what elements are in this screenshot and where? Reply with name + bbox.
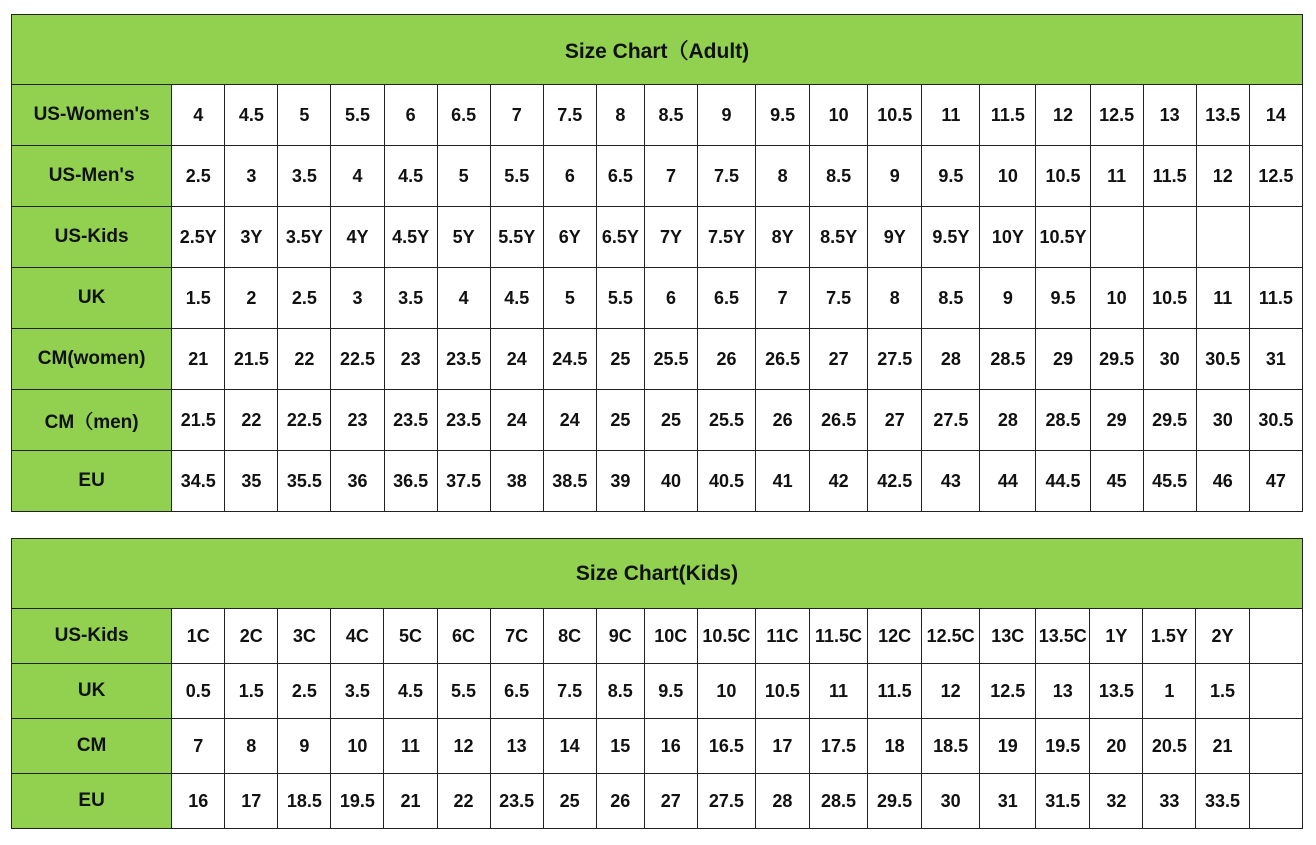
adult-size-cell: 7 [644, 146, 697, 207]
kids-size-cell: 6.5 [490, 664, 543, 719]
adult-size-cell: 23.5 [437, 390, 490, 451]
kids-size-cell: 17.5 [809, 719, 867, 774]
adult-size-cell: 23 [331, 390, 384, 451]
adult-size-cell: 22.5 [278, 390, 331, 451]
kids-size-cell: 17 [225, 774, 278, 829]
adult-size-cell: 12.5 [1090, 85, 1143, 146]
kids-size-cell: 16 [644, 719, 697, 774]
adult-row [12, 146, 1303, 207]
adult-size-cell: 6.5 [698, 268, 756, 329]
adult-size-cell: 26.5 [810, 390, 868, 451]
adult-row-label: CM（men) [12, 390, 172, 451]
adult-size-cell: 22.5 [331, 329, 384, 390]
kids-row [12, 719, 1303, 774]
kids-size-cell: 28.5 [809, 774, 867, 829]
kids-size-cell: 1Y [1090, 609, 1143, 664]
kids-row-label: US-Kids [12, 609, 172, 664]
kids-row-label: CM [12, 719, 172, 774]
adult-size-cell: 11 [1090, 146, 1143, 207]
adult-size-cell: 6 [644, 268, 697, 329]
adult-size-cell: 22 [278, 329, 331, 390]
adult-size-cell: 7.5 [698, 146, 756, 207]
adult-size-cell: 24 [543, 390, 596, 451]
kids-size-cell: 27 [644, 774, 697, 829]
kids-row [12, 609, 1303, 664]
kids-size-cell: 12.5 [980, 664, 1036, 719]
adult-size-cell: 7Y [644, 207, 697, 268]
adult-size-cell: 21.5 [225, 329, 278, 390]
kids-size-cell: 0.5 [172, 664, 225, 719]
adult-size-cell: 8.5 [810, 146, 868, 207]
adult-size-cell: 3Y [225, 207, 278, 268]
adult-size-cell: 3 [225, 146, 278, 207]
kids-size-cell: 20.5 [1143, 719, 1196, 774]
adult-size-cell: 3.5 [278, 146, 331, 207]
adult-size-cell: 25.5 [698, 390, 756, 451]
kids-size-cell: 33 [1143, 774, 1196, 829]
adult-row [12, 268, 1303, 329]
adult-size-cell: 5.5 [331, 85, 384, 146]
kids-size-cell: 19.5 [331, 774, 384, 829]
adult-size-cell: 4.5 [490, 268, 543, 329]
adult-size-cell: 1.5 [172, 268, 225, 329]
adult-size-cell: 2.5 [278, 268, 331, 329]
kids-size-cell: 17 [755, 719, 809, 774]
kids-size-cell: 3C [278, 609, 331, 664]
adult-size-cell: 13.5 [1196, 85, 1249, 146]
adult-size-cell: 7.5 [543, 85, 596, 146]
adult-size-cell: 39 [596, 451, 644, 512]
adult-size-cell: 8.5 [922, 268, 980, 329]
adult-size-cell: 28 [980, 390, 1036, 451]
kids-size-cell: 9 [278, 719, 331, 774]
adult-size-cell: 26.5 [756, 329, 810, 390]
kids-size-cell: 6C [437, 609, 490, 664]
kids-size-cell: 10C [644, 609, 697, 664]
adult-size-cell: 24 [490, 390, 543, 451]
kids-size-cell: 12 [437, 719, 490, 774]
adult-size-cell: 4Y [331, 207, 384, 268]
adult-size-cell: 29.5 [1143, 390, 1196, 451]
adult-size-cell: 28 [922, 329, 980, 390]
adult-size-cell: 4.5 [225, 85, 278, 146]
kids-row-label: UK [12, 664, 172, 719]
adult-size-cell: 34.5 [172, 451, 225, 512]
adult-size-cell: 23.5 [437, 329, 490, 390]
adult-size-cell: 6.5 [596, 146, 644, 207]
kids-size-cell: 9.5 [644, 664, 697, 719]
adult-size-cell: 24.5 [543, 329, 596, 390]
kids-row-label: EU [12, 774, 172, 829]
adult-size-cell: 9 [698, 85, 756, 146]
adult-size-cell: 8 [868, 268, 922, 329]
adult-size-cell: 38 [490, 451, 543, 512]
adult-size-cell: 42.5 [868, 451, 922, 512]
kids-row [12, 664, 1303, 719]
kids-size-cell: 28 [755, 774, 809, 829]
adult-size-cell: 9.5Y [922, 207, 980, 268]
kids-size-cell: 13 [490, 719, 543, 774]
adult-size-cell: 5.5 [490, 146, 543, 207]
adult-size-cell: 36.5 [384, 451, 437, 512]
adult-size-cell: 6.5 [437, 85, 490, 146]
adult-chart-title: Size Chart（Adult) [12, 15, 1303, 85]
adult-size-cell: 5 [278, 85, 331, 146]
kids-size-cell: 18.5 [278, 774, 331, 829]
kids-size-cell: 23.5 [490, 774, 543, 829]
kids-size-cell: 11 [384, 719, 437, 774]
adult-size-cell: 11 [1196, 268, 1249, 329]
kids-size-cell: 14 [543, 719, 596, 774]
adult-size-cell: 2.5 [172, 146, 225, 207]
adult-size-cell: 44.5 [1036, 451, 1090, 512]
adult-size-cell: 6.5Y [596, 207, 644, 268]
adult-size-cell: 4 [437, 268, 490, 329]
kids-size-cell: 1.5Y [1143, 609, 1196, 664]
kids-size-cell: 16 [172, 774, 225, 829]
kids-size-cell: 22 [437, 774, 490, 829]
adult-size-cell: 29.5 [1090, 329, 1143, 390]
adult-size-cell: 10.5 [868, 85, 922, 146]
adult-row-label: US-Men's [12, 146, 172, 207]
kids-size-cell: 10 [697, 664, 755, 719]
adult-size-cell: 2.5Y [172, 207, 225, 268]
kids-size-cell: 25 [543, 774, 596, 829]
adult-size-cell: 9.5 [756, 85, 810, 146]
adult-size-cell: 10.5 [1143, 268, 1196, 329]
adult-size-cell: 8.5Y [810, 207, 868, 268]
adult-size-cell: 6Y [543, 207, 596, 268]
kids-size-cell: 13C [980, 609, 1036, 664]
kids-size-cell: 4.5 [384, 664, 437, 719]
adult-size-cell [1143, 207, 1196, 268]
adult-size-cell: 5.5Y [490, 207, 543, 268]
adult-size-cell: 11 [922, 85, 980, 146]
adult-size-cell: 2 [225, 268, 278, 329]
kids-size-cell: 15 [596, 719, 644, 774]
kids-size-cell: 11C [755, 609, 809, 664]
kids-size-cell: 8.5 [596, 664, 644, 719]
adult-size-cell: 40.5 [698, 451, 756, 512]
adult-size-cell: 9 [980, 268, 1036, 329]
adult-size-cell: 12.5 [1249, 146, 1302, 207]
adult-size-cell: 22 [225, 390, 278, 451]
kids-size-cell [1249, 719, 1303, 774]
adult-size-cell: 9.5 [1036, 268, 1090, 329]
kids-size-cell: 12C [868, 609, 922, 664]
adult-size-cell: 35.5 [278, 451, 331, 512]
adult-size-cell: 29 [1036, 329, 1090, 390]
adult-size-cell: 25 [596, 390, 644, 451]
adult-size-cell: 6 [384, 85, 437, 146]
adult-size-cell: 8 [756, 146, 810, 207]
kids-size-cell: 11.5 [868, 664, 922, 719]
adult-size-cell: 24 [490, 329, 543, 390]
kids-size-cell: 31.5 [1036, 774, 1090, 829]
kids-size-cell [1249, 774, 1303, 829]
kids-size-cell: 2Y [1196, 609, 1249, 664]
kids-size-cell: 12 [922, 664, 980, 719]
adult-size-cell: 25 [644, 390, 697, 451]
adult-size-cell: 21 [172, 329, 225, 390]
adult-size-cell: 11.5 [980, 85, 1036, 146]
adult-size-cell: 35 [225, 451, 278, 512]
adult-size-cell: 10 [1090, 268, 1143, 329]
adult-size-cell: 47 [1249, 451, 1302, 512]
kids-size-cell [1249, 609, 1303, 664]
adult-size-cell: 5Y [437, 207, 490, 268]
adult-size-cell: 12 [1196, 146, 1249, 207]
adult-size-cell: 5.5 [596, 268, 644, 329]
adult-size-cell: 26 [698, 329, 756, 390]
adult-size-cell: 30 [1143, 329, 1196, 390]
adult-size-cell: 5 [437, 146, 490, 207]
adult-size-cell: 9 [868, 146, 922, 207]
kids-size-cell: 10.5C [697, 609, 755, 664]
kids-size-cell: 1 [1143, 664, 1196, 719]
kids-size-cell: 21 [1196, 719, 1249, 774]
adult-row [12, 390, 1303, 451]
kids-size-cell: 5C [384, 609, 437, 664]
kids-size-cell: 7 [172, 719, 225, 774]
adult-row [12, 207, 1303, 268]
adult-size-cell: 46 [1196, 451, 1249, 512]
adult-size-cell: 10.5Y [1036, 207, 1090, 268]
kids-size-cell: 29.5 [868, 774, 922, 829]
adult-size-cell [1196, 207, 1249, 268]
adult-size-cell: 7 [756, 268, 810, 329]
adult-size-cell: 7 [490, 85, 543, 146]
adult-size-cell: 26 [756, 390, 810, 451]
adult-size-cell: 29 [1090, 390, 1143, 451]
adult-size-cell: 27.5 [922, 390, 980, 451]
adult-size-cell: 10 [810, 85, 868, 146]
adult-size-cell: 5 [543, 268, 596, 329]
adult-size-cell: 31 [1249, 329, 1302, 390]
kids-size-cell: 9C [596, 609, 644, 664]
kids-size-cell: 1C [172, 609, 225, 664]
adult-size-cell: 9.5 [922, 146, 980, 207]
adult-size-cell: 11.5 [1249, 268, 1302, 329]
kids-size-chart [11, 538, 1303, 829]
adult-size-cell: 27 [810, 329, 868, 390]
kids-size-cell: 3.5 [331, 664, 384, 719]
kids-size-cell: 2C [225, 609, 278, 664]
adult-size-cell: 7.5 [810, 268, 868, 329]
kids-size-cell: 7C [490, 609, 543, 664]
kids-size-cell: 20 [1090, 719, 1143, 774]
adult-size-cell: 4 [172, 85, 225, 146]
adult-size-cell: 36 [331, 451, 384, 512]
kids-size-cell: 10.5 [755, 664, 809, 719]
kids-size-cell: 2.5 [278, 664, 331, 719]
adult-size-cell: 13 [1143, 85, 1196, 146]
adult-size-cell: 27.5 [868, 329, 922, 390]
adult-size-cell: 40 [644, 451, 697, 512]
kids-row [12, 774, 1303, 829]
adult-size-cell: 4 [331, 146, 384, 207]
adult-size-cell: 42 [810, 451, 868, 512]
adult-size-cell: 3.5Y [278, 207, 331, 268]
adult-size-cell: 4.5 [384, 146, 437, 207]
kids-size-cell: 31 [980, 774, 1036, 829]
adult-size-cell: 45 [1090, 451, 1143, 512]
adult-size-cell [1090, 207, 1143, 268]
adult-size-cell: 3.5 [384, 268, 437, 329]
adult-size-cell: 43 [922, 451, 980, 512]
adult-size-cell: 10.5 [1036, 146, 1090, 207]
kids-size-cell: 13.5 [1090, 664, 1143, 719]
adult-size-cell: 8Y [756, 207, 810, 268]
kids-size-cell: 10 [331, 719, 384, 774]
kids-size-cell: 1.5 [225, 664, 278, 719]
kids-size-cell: 30 [922, 774, 980, 829]
adult-size-chart [11, 14, 1303, 512]
kids-size-cell: 12.5C [922, 609, 980, 664]
adult-size-cell: 12 [1036, 85, 1090, 146]
adult-size-cell: 37.5 [437, 451, 490, 512]
kids-size-cell: 19.5 [1036, 719, 1090, 774]
kids-size-cell: 7.5 [543, 664, 596, 719]
kids-size-cell [1249, 664, 1303, 719]
kids-size-cell: 33.5 [1196, 774, 1249, 829]
adult-size-cell: 30.5 [1196, 329, 1249, 390]
adult-size-cell: 27 [868, 390, 922, 451]
kids-size-cell: 8C [543, 609, 596, 664]
kids-size-cell: 1.5 [1196, 664, 1249, 719]
kids-size-cell: 11 [809, 664, 867, 719]
adult-row-label: US-Women's [12, 85, 172, 146]
adult-size-cell: 25.5 [644, 329, 697, 390]
adult-size-cell: 4.5Y [384, 207, 437, 268]
adult-size-cell: 30.5 [1249, 390, 1302, 451]
kids-size-cell: 27.5 [697, 774, 755, 829]
adult-row [12, 451, 1303, 512]
kids-size-cell: 8 [225, 719, 278, 774]
adult-size-cell: 30 [1196, 390, 1249, 451]
kids-size-cell: 18 [868, 719, 922, 774]
adult-size-cell: 8 [596, 85, 644, 146]
adult-size-cell: 23 [384, 329, 437, 390]
kids-size-cell: 5.5 [437, 664, 490, 719]
adult-size-cell: 11.5 [1143, 146, 1196, 207]
adult-row-label: US-Kids [12, 207, 172, 268]
kids-size-cell: 26 [596, 774, 644, 829]
adult-size-cell: 6 [543, 146, 596, 207]
adult-size-cell: 10 [980, 146, 1036, 207]
kids-size-cell: 11.5C [809, 609, 867, 664]
kids-size-cell: 13.5C [1036, 609, 1090, 664]
adult-size-cell: 28.5 [980, 329, 1036, 390]
kids-size-cell: 21 [384, 774, 437, 829]
adult-size-cell: 7.5Y [698, 207, 756, 268]
adult-row-label: EU [12, 451, 172, 512]
adult-row-label: UK [12, 268, 172, 329]
kids-size-cell: 4C [331, 609, 384, 664]
adult-row-label: CM(women) [12, 329, 172, 390]
adult-size-cell: 14 [1249, 85, 1302, 146]
adult-size-cell: 45.5 [1143, 451, 1196, 512]
adult-size-cell: 10Y [980, 207, 1036, 268]
adult-size-cell: 9Y [868, 207, 922, 268]
adult-row [12, 85, 1303, 146]
adult-size-cell: 41 [756, 451, 810, 512]
kids-size-cell: 13 [1036, 664, 1090, 719]
adult-size-cell: 21.5 [172, 390, 225, 451]
adult-size-cell: 23.5 [384, 390, 437, 451]
adult-size-cell: 44 [980, 451, 1036, 512]
adult-size-cell: 25 [596, 329, 644, 390]
adult-size-cell: 38.5 [543, 451, 596, 512]
adult-size-cell: 28.5 [1036, 390, 1090, 451]
kids-size-cell: 16.5 [697, 719, 755, 774]
kids-size-cell: 18.5 [922, 719, 980, 774]
kids-size-cell: 32 [1090, 774, 1143, 829]
adult-row [12, 329, 1303, 390]
adult-size-cell [1249, 207, 1302, 268]
adult-size-cell: 3 [331, 268, 384, 329]
kids-chart-title: Size Chart(Kids) [12, 539, 1303, 609]
adult-size-cell: 8.5 [644, 85, 697, 146]
kids-size-cell: 19 [980, 719, 1036, 774]
